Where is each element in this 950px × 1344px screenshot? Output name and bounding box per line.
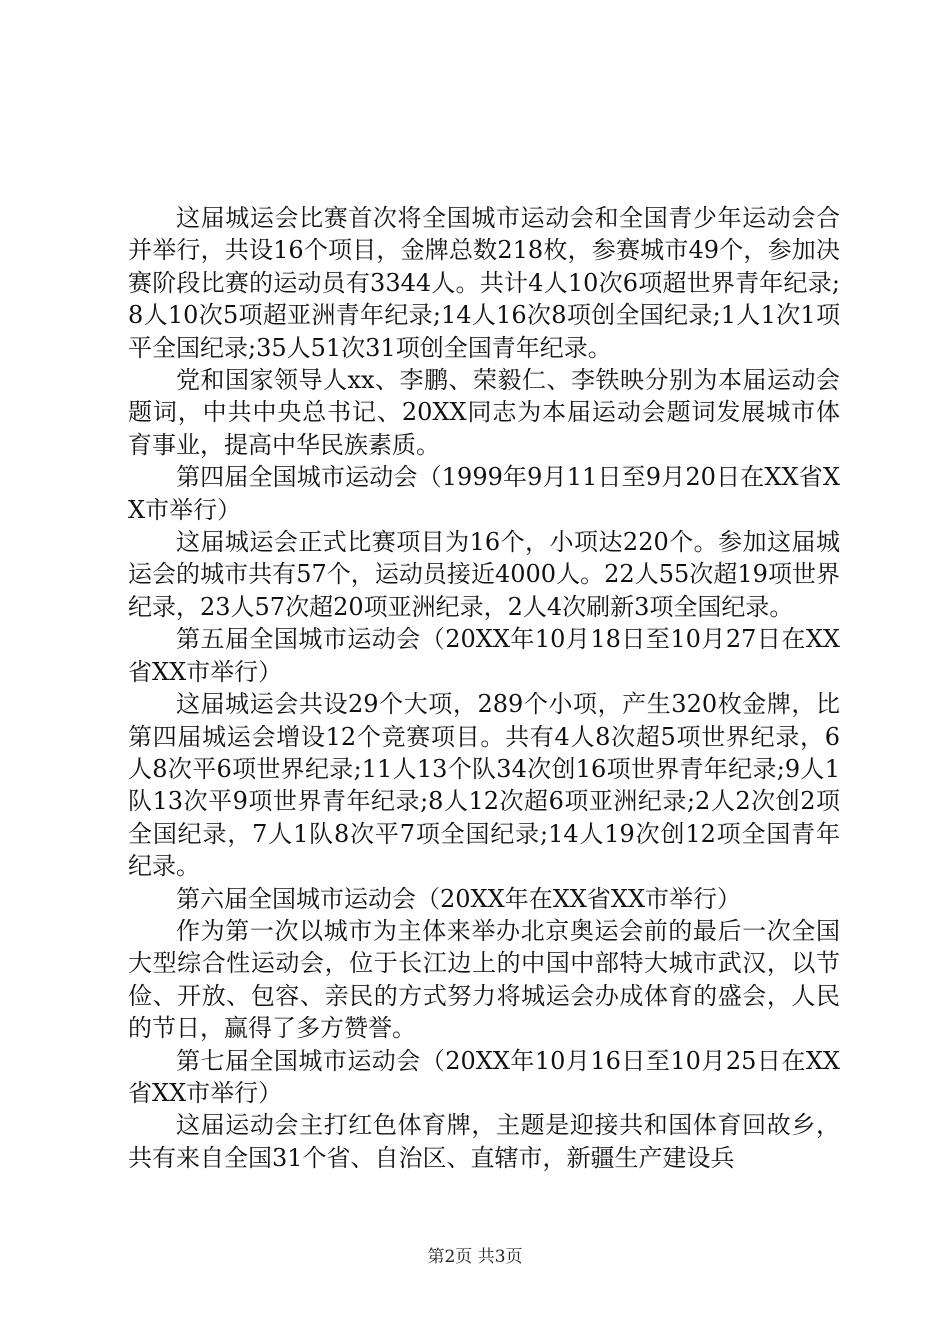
- page-number-footer: 第2页 共3页: [427, 1247, 523, 1267]
- paragraph: 党和国家领导人xx、李鹏、荣毅仁、李铁映分别为本届运动会题词，中共中央总书记、20XX同志为本届运动会题词发展城市体育事业，提高中华民族素质。: [128, 366, 840, 459]
- paragraph: 这届运动会主打红色体育牌，主题是迎接共和国体育回故乡，共有来自全国31个省、自治区、直辖市，新疆生产建设兵: [128, 1111, 840, 1172]
- paragraph: 这届城运会共设29个大项，289个小项，产生320枚金牌，比第四届城运会增设12个竞赛项目。共有4人8次超5项世界纪录，6人8次平6项世界纪录;11人13个队34次创16项世界青年纪录;9人1队13次平9项世界青年纪录;8人12次超6项亚洲纪录;2人2次创2项全国纪录，7人1队8次平7项全国纪录;14人19次创12项全国青年纪录。: [128, 690, 840, 881]
- section-heading: 第五届全国城市运动会（20XX年10月18日至10月27日在XX省XX市举行）: [128, 625, 840, 686]
- paragraph: 作为第一次以城市为主体来举办北京奥运会前的最后一次全国大型综合性运动会，位于长江边上的中国中部特大城市武汉，以节俭、开放、包容、亲民的方式努力将城运会办成体育的盛会，人民的节日，赢得了多方赞誉。: [128, 916, 840, 1043]
- section-heading: 第七届全国城市运动会（20XX年10月16日至10月25日在XX省XX市举行）: [128, 1046, 840, 1107]
- paragraph: 这届城运会比赛首次将全国城市运动会和全国青少年运动会合并举行，共设16个项目，金牌总数218枚，参赛城市49个，参加决赛阶段比赛的运动员有3344人。共计4人10次6项超世界青年纪录;8人10次5项超亚洲青年纪录;14人16次8项创全国纪录;1人1次1项平全国纪录;35人51次31项创全国青年纪录。: [128, 204, 840, 362]
- paragraph: 这届城运会正式比赛项目为16个，小项达220个。参加这届城运会的城市共有57个，运动员接近4000人。22人55次超19项世界纪录，23人57次超20项亚洲纪录，2人4次刷新3项全国纪录。: [128, 528, 840, 621]
- section-heading: 第四届全国城市运动会（1999年9月11日至9月20日在XX省XX市举行）: [128, 463, 840, 524]
- section-heading: 第六届全国城市运动会（20XX年在XX省XX市举行）: [176, 884, 742, 913]
- document-body: [128, 202, 840, 1174]
